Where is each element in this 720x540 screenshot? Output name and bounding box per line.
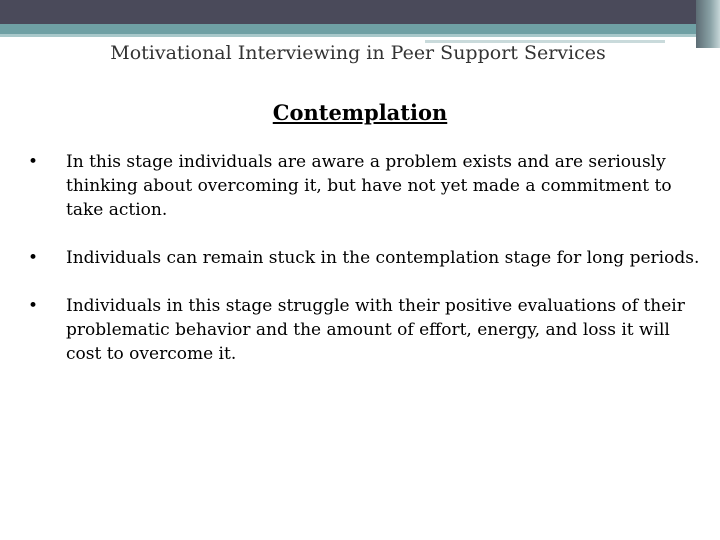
bullet-icon: •	[28, 152, 39, 172]
bullet-text: Individuals in this stage struggle with their positive evaluations of their problematic behavior and the amount of effort, energy, and loss it will cost to overcome it.	[66, 296, 685, 364]
bullet-list	[28, 150, 700, 390]
corner-decoration	[696, 0, 720, 48]
slide-title: Contemplation	[272, 100, 448, 125]
bullet-icon: •	[28, 296, 39, 316]
bullet-icon: •	[28, 248, 39, 268]
bullet-text: Individuals can remain stuck in the contemplation stage for long periods.	[66, 248, 700, 268]
bullet-item	[28, 294, 700, 366]
bullet-item	[28, 246, 700, 270]
presentation-header-title: Motivational Interviewing in Peer Support Services	[110, 42, 606, 64]
teal-decorative-stripe	[0, 34, 720, 37]
bullet-item	[28, 150, 700, 222]
bullet-text: In this stage individuals are aware a problem exists and are seriously thinking about overcoming it, but have not yet made a commitment to take action.	[66, 152, 672, 220]
teal-decorative-band	[0, 24, 720, 34]
top-decorative-band	[0, 0, 720, 24]
